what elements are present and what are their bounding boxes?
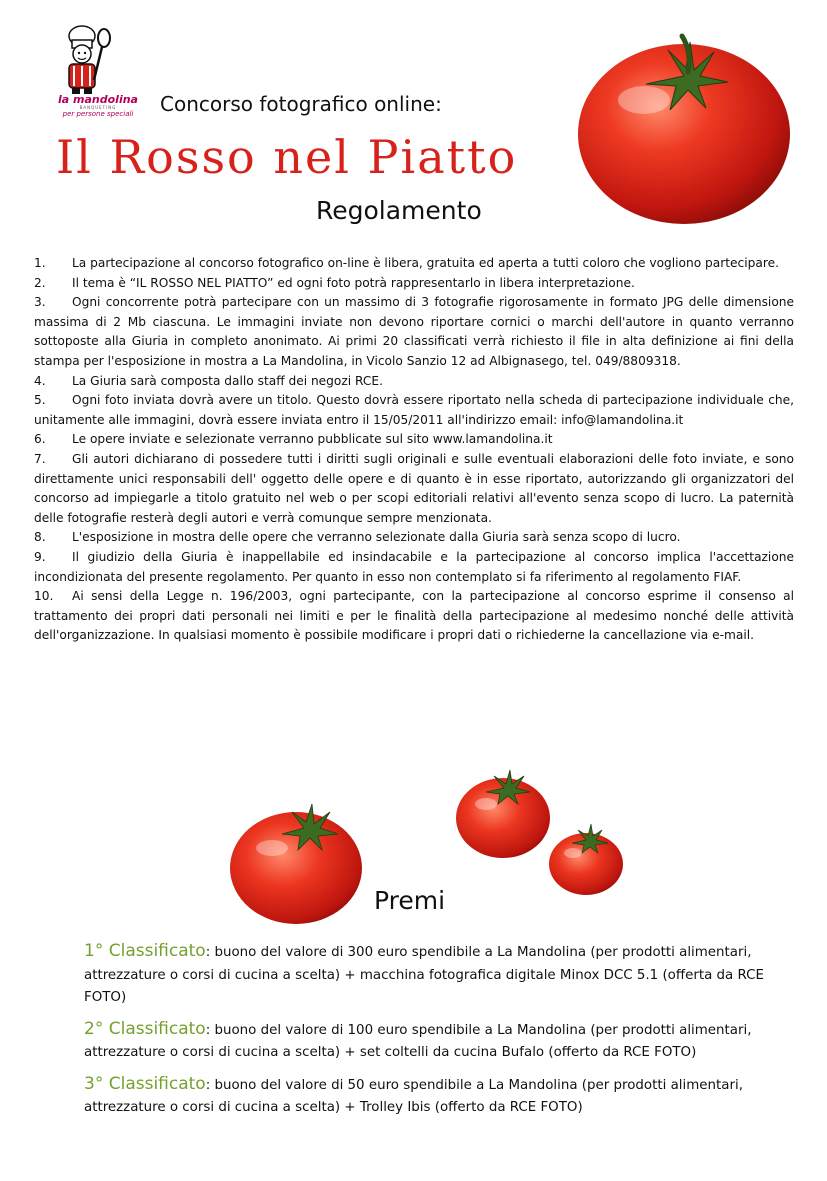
tomato-image <box>546 822 626 898</box>
rule-number: 7. <box>34 451 46 466</box>
prize-place: 3° Classificato <box>84 1073 206 1094</box>
brand-tagline: BANQUETING <box>79 105 117 110</box>
rule-item <box>34 587 794 646</box>
brand-logo-text <box>52 94 144 118</box>
rule-item <box>34 254 794 274</box>
rule-number: 5. <box>34 393 46 408</box>
rule-number: 4. <box>34 373 46 388</box>
rule-text: Il giudizio della Giuria è inappellabile ed insindacabile e la partecipazione al concorso implica l'accettazione incondizionata del presente regolamento. Per quanto in esso non contemplato si fa riferimento al regolamento FIAF. <box>34 549 794 584</box>
contest-subtitle: Concorso fotografico online: <box>160 92 442 116</box>
prizes-list <box>84 940 790 1128</box>
tomato-image <box>226 798 366 928</box>
rule-text: Gli autori dichiarano di possedere tutti i diritti sugli originali e sulle eventuali elaborazioni delle foto inviate, e sono direttamente unici responsabili dell' oggetto delle opere e di quanto è in esse riportato, autorizzando gli organizzatori del concorso ad impiegarle a titolo gratuito nel web o per scopi editoriali relativi all'evento senza scopo di lucro. La paternità delle fotografie resterà degli autori e verrà comunque sempre menzionata. <box>34 451 794 525</box>
rule-item <box>34 430 794 450</box>
rule-item <box>34 391 794 430</box>
rule-number: 3. <box>34 295 46 310</box>
rule-item <box>34 293 794 371</box>
rule-item <box>34 548 794 587</box>
prize-item <box>84 1018 790 1065</box>
rule-text: L'esposizione in mostra delle opere che verranno selezionate dalla Giuria sarà senza scopo di lucro. <box>72 530 681 545</box>
rule-number: 10. <box>34 589 54 604</box>
rule-text: Ogni concorrente potrà partecipare con un massimo di 3 fotografie rigorosamente in formato JPG delle dimensione massima di 2 Mb ciascuna. Le immagini inviate non devono riportare cornici o marchi dell'autore in quanto verranno sottoposte alla Giuria in completo anonimato. Ai primi 20 classificati verrà richiesto il file in alta definizione ai fini della stampa per l'esposizione in mostra a La Mandolina, in Vicolo Sanzio 12 ad Albignasego, tel. 049/8809318. <box>34 295 794 368</box>
rules-list <box>34 254 794 646</box>
rule-text: Ogni foto inviata dovrà avere un titolo. Questo dovrà essere riportato nella scheda di partecipazione individuale che, unitamente alle immagini, dovrà essere inviata entro il 15/05/2011 all'indirizzo email: info@lamandolina.it <box>34 393 794 427</box>
rules-heading: Regolamento <box>316 196 482 225</box>
contest-title: Il Rosso nel Piatto <box>56 130 518 184</box>
rule-text: La Giuria sarà composta dallo staff dei negozi RCE. <box>72 373 383 388</box>
prize-text: : buono del valore di 50 euro spendibile a La Mandolina (per prodotti alimentari, attrezzature o corsi di cucina a scelta) + Trolley Ibis (offerto da RCE FOTO) <box>84 1077 743 1115</box>
brand-name: la mandolina <box>58 93 138 106</box>
rule-text: La partecipazione al concorso fotografico on-line è libera, gratuita ed aperta a tutti coloro che vogliono partecipare. <box>72 256 779 270</box>
prize-place: 2° Classificato <box>84 1018 206 1039</box>
prize-item <box>84 940 790 1010</box>
rule-number: 6. <box>34 432 46 447</box>
tomato-image <box>572 28 796 228</box>
rule-text: Il tema è “IL ROSSO NEL PIATTO” ed ogni foto potrà rappresentarlo in libera interpretazione. <box>72 275 635 290</box>
prize-place: 1° Classificato <box>84 941 206 961</box>
brand-slogan: per persone speciali <box>62 110 134 118</box>
rule-number: 2. <box>34 275 46 290</box>
prize-item <box>84 1073 790 1120</box>
rule-item <box>34 528 794 548</box>
rule-text: Le opere inviate e selezionate verranno pubblicate sul sito www.lamandolina.it <box>72 432 553 447</box>
prize-text: : buono del valore di 300 euro spendibile a La Mandolina (per prodotti alimentari, attrezzature o corsi di cucina a scelta) + macchina fotografica digitale Minox DCC 5.1 (offerta da RCE FOTO) <box>84 945 764 1005</box>
rule-item <box>34 450 794 528</box>
rule-number: 8. <box>34 530 46 545</box>
tomato-image <box>452 766 554 862</box>
rule-text: Ai sensi della Legge n. 196/2003, ogni partecipante, con la partecipazione al concorso esprime il consenso al trattamento dei propri dati personali nei limiti e per le finalità della partecipazione al medesimo nonché delle attività dell'organizzazione. In qualsiasi momento è possibile modificare i propri dati o richiederne la cancellazione via e-mail. <box>34 589 794 643</box>
rule-item <box>34 372 794 392</box>
rule-number: 9. <box>34 549 46 564</box>
rule-number: 1. <box>34 256 46 270</box>
prizes-heading: Premi <box>374 886 446 915</box>
rule-item <box>34 274 794 294</box>
prize-text: : buono del valore di 100 euro spendibile a La Mandolina (per prodotti alimentari, attrezzature o corsi di cucina a scelta) + set coltelli da cucina Bufalo (offerto da RCE FOTO) <box>84 1022 752 1060</box>
